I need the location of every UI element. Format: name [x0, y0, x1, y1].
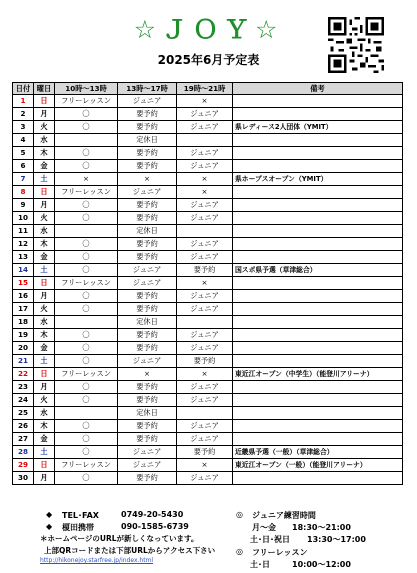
note-cell: 東近江オープン（中学生）（能登川アリーナ）	[233, 368, 403, 381]
afternoon-cell: 要予約	[118, 160, 177, 173]
morning-cell: 〇	[55, 147, 118, 160]
table-row	[13, 238, 403, 251]
date-cell: 6	[13, 160, 34, 173]
note-cell	[233, 147, 403, 160]
evening-cell: ジュニア	[177, 251, 233, 264]
date-cell: 25	[13, 407, 34, 420]
homepage-link[interactable]: http://hikonejoy.starfree.jp/index.html	[40, 557, 154, 564]
weekday-cell: 月	[34, 381, 55, 394]
date-cell: 15	[13, 277, 34, 290]
note-cell: 東近江オープン（一般）（能登川アリーナ）	[233, 459, 403, 472]
morning-cell: 〇	[55, 264, 118, 277]
afternoon-cell: 要予約	[118, 303, 177, 316]
evening-cell: ×	[177, 95, 233, 108]
table-row	[13, 173, 403, 186]
weekday-cell: 火	[34, 212, 55, 225]
table-row	[13, 121, 403, 134]
table-row	[13, 342, 403, 355]
afternoon-cell: 定休日	[118, 134, 177, 147]
weekday-cell: 水	[34, 134, 55, 147]
table-row	[13, 381, 403, 394]
qr-code-icon	[328, 17, 384, 73]
morning-cell: フリーレッスン	[55, 277, 118, 290]
note-cell	[233, 277, 403, 290]
morning-cell	[55, 134, 118, 147]
date-cell: 2	[13, 108, 34, 121]
date-cell: 21	[13, 355, 34, 368]
note-cell	[233, 212, 403, 225]
evening-cell: ジュニア	[177, 342, 233, 355]
evening-cell: 要予約	[177, 446, 233, 459]
column-header-morning: 10時～13時	[55, 83, 118, 95]
weekday-cell: 金	[34, 160, 55, 173]
date-cell: 10	[13, 212, 34, 225]
schedule-body	[13, 95, 403, 485]
evening-cell: ジュニア	[177, 381, 233, 394]
note-cell	[233, 420, 403, 433]
free-lesson-title: フリーレッスン	[252, 548, 308, 557]
column-header-afternoon: 13時～17時	[118, 83, 177, 95]
date-cell: 26	[13, 420, 34, 433]
note-cell	[233, 290, 403, 303]
table-row	[13, 95, 403, 108]
evening-cell: ジュニア	[177, 212, 233, 225]
afternoon-cell: 要予約	[118, 147, 177, 160]
weekday-cell: 金	[34, 433, 55, 446]
date-cell: 3	[13, 121, 34, 134]
date-cell: 17	[13, 303, 34, 316]
date-cell: 4	[13, 134, 34, 147]
evening-cell: ジュニア	[177, 420, 233, 433]
date-cell: 14	[13, 264, 34, 277]
free-lesson-time: 10:00～12:00	[292, 560, 351, 569]
tel-value: 0749-20-5430	[121, 510, 184, 519]
weekday-cell: 日	[34, 459, 55, 472]
weekday-cell: 火	[34, 121, 55, 134]
afternoon-cell: 要予約	[118, 121, 177, 134]
afternoon-cell: 要予約	[118, 108, 177, 121]
evening-cell: ジュニア	[177, 147, 233, 160]
afternoon-cell: 要予約	[118, 238, 177, 251]
weekday-cell: 木	[34, 238, 55, 251]
afternoon-cell: ジュニア	[118, 459, 177, 472]
note-cell	[233, 108, 403, 121]
table-row	[13, 420, 403, 433]
evening-cell: ×	[177, 368, 233, 381]
table-row	[13, 472, 403, 485]
note-cell	[233, 342, 403, 355]
date-cell: 18	[13, 316, 34, 329]
weekday-cell: 土	[34, 173, 55, 186]
afternoon-cell: 要予約	[118, 251, 177, 264]
footer-bullet: ◆	[46, 522, 53, 531]
junior-weekend-time: 13:30～17:00	[307, 535, 366, 544]
date-cell: 23	[13, 381, 34, 394]
morning-cell: 〇	[55, 472, 118, 485]
note-cell	[233, 186, 403, 199]
table-row	[13, 264, 403, 277]
morning-cell: フリーレッスン	[55, 368, 118, 381]
table-row	[13, 459, 403, 472]
note-cell: 県レディース2人団体（YMIT）	[233, 121, 403, 134]
table-row	[13, 277, 403, 290]
weekday-cell: 火	[34, 394, 55, 407]
table-row	[13, 186, 403, 199]
note-cell	[233, 95, 403, 108]
morning-cell: 〇	[55, 420, 118, 433]
morning-cell: フリーレッスン	[55, 459, 118, 472]
afternoon-cell: 要予約	[118, 290, 177, 303]
note-cell	[233, 394, 403, 407]
evening-cell: ジュニア	[177, 108, 233, 121]
column-header-date: 日付	[13, 83, 34, 95]
afternoon-cell: 要予約	[118, 394, 177, 407]
afternoon-cell: ジュニア	[118, 186, 177, 199]
brand-title: ☆ＪＯＹ☆	[133, 15, 284, 44]
afternoon-cell: 定休日	[118, 225, 177, 238]
weekday-cell: 土	[34, 264, 55, 277]
table-row	[13, 147, 403, 160]
afternoon-cell: 要予約	[118, 342, 177, 355]
table-row	[13, 160, 403, 173]
note-cell	[233, 251, 403, 264]
evening-cell: ジュニア	[177, 329, 233, 342]
table-row	[13, 108, 403, 121]
table-row	[13, 212, 403, 225]
weekday-cell: 木	[34, 147, 55, 160]
morning-cell: 〇	[55, 199, 118, 212]
free-lesson-days: 土･日	[250, 560, 270, 569]
note-cell	[233, 329, 403, 342]
morning-cell: 〇	[55, 121, 118, 134]
weekday-cell: 日	[34, 186, 55, 199]
table-row	[13, 251, 403, 264]
weekday-cell: 土	[34, 446, 55, 459]
table-row	[13, 290, 403, 303]
date-cell: 8	[13, 186, 34, 199]
table-row	[13, 199, 403, 212]
junior-weekday-time: 18:30～21:00	[292, 523, 351, 532]
date-cell: 28	[13, 446, 34, 459]
column-header-notes: 備考	[233, 83, 403, 95]
weekday-cell: 火	[34, 303, 55, 316]
weekday-cell: 水	[34, 316, 55, 329]
date-cell: 5	[13, 147, 34, 160]
date-cell: 7	[13, 173, 34, 186]
weekday-cell: 金	[34, 251, 55, 264]
note-cell: 国スポ県予選（草津総合）	[233, 264, 403, 277]
note-cell	[233, 433, 403, 446]
morning-cell: フリーレッスン	[55, 95, 118, 108]
afternoon-cell: 要予約	[118, 433, 177, 446]
note-cell	[233, 472, 403, 485]
date-cell: 11	[13, 225, 34, 238]
junior-weekend-days: 土･日･祝日	[250, 535, 290, 544]
weekday-cell: 日	[34, 277, 55, 290]
note-cell: 近畿県予選（一般）（草津総合）	[233, 446, 403, 459]
evening-cell: ×	[177, 186, 233, 199]
morning-cell: 〇	[55, 394, 118, 407]
date-cell: 20	[13, 342, 34, 355]
table-row	[13, 225, 403, 238]
weekday-cell: 月	[34, 290, 55, 303]
afternoon-cell: 定休日	[118, 407, 177, 420]
date-cell: 24	[13, 394, 34, 407]
morning-cell: 〇	[55, 238, 118, 251]
evening-cell: ジュニア	[177, 199, 233, 212]
note-cell	[233, 355, 403, 368]
evening-cell: ジュニア	[177, 472, 233, 485]
date-cell: 13	[13, 251, 34, 264]
evening-cell	[177, 134, 233, 147]
evening-cell: 要予約	[177, 264, 233, 277]
table-row	[13, 303, 403, 316]
evening-cell	[177, 407, 233, 420]
note-cell	[233, 316, 403, 329]
weekday-cell: 土	[34, 355, 55, 368]
notice-access: 上部QRコードまたは下部URLからアクセス下さい	[44, 546, 216, 555]
weekday-cell: 水	[34, 225, 55, 238]
afternoon-cell: ジュニア	[118, 95, 177, 108]
morning-cell	[55, 225, 118, 238]
mobile-value: 090-1585-6739	[121, 522, 189, 531]
morning-cell: 〇	[55, 381, 118, 394]
table-row	[13, 316, 403, 329]
morning-cell: 〇	[55, 212, 118, 225]
afternoon-cell: 要予約	[118, 420, 177, 433]
table-row	[13, 394, 403, 407]
column-header-evening: 19時～21時	[177, 83, 233, 95]
afternoon-cell: ジュニア	[118, 446, 177, 459]
mobile-label: 榎田携帯	[62, 523, 94, 532]
column-header-weekday: 曜日	[34, 83, 55, 95]
free-mark: ◎	[236, 547, 243, 556]
date-cell: 27	[13, 433, 34, 446]
note-cell	[233, 225, 403, 238]
afternoon-cell: 要予約	[118, 212, 177, 225]
schedule-table	[12, 82, 403, 485]
afternoon-cell: 定休日	[118, 316, 177, 329]
note-cell	[233, 160, 403, 173]
note-cell	[233, 134, 403, 147]
weekday-cell: 月	[34, 108, 55, 121]
date-cell: 19	[13, 329, 34, 342]
date-cell: 12	[13, 238, 34, 251]
morning-cell: フリーレッスン	[55, 186, 118, 199]
weekday-cell: 水	[34, 407, 55, 420]
afternoon-cell: ×	[118, 173, 177, 186]
junior-practice-title: ジュニア練習時間	[252, 511, 316, 520]
afternoon-cell: ジュニア	[118, 277, 177, 290]
table-row	[13, 355, 403, 368]
morning-cell: 〇	[55, 290, 118, 303]
afternoon-cell: ジュニア	[118, 355, 177, 368]
tel-label: TEL･FAX	[62, 511, 99, 520]
afternoon-cell: 要予約	[118, 381, 177, 394]
evening-cell: ×	[177, 173, 233, 186]
morning-cell: 〇	[55, 433, 118, 446]
junior-mark: ◎	[236, 510, 243, 519]
morning-cell: 〇	[55, 303, 118, 316]
weekday-cell: 木	[34, 420, 55, 433]
table-row	[13, 329, 403, 342]
table-row	[13, 433, 403, 446]
note-cell: 県ホープスオープン（YMIT）	[233, 173, 403, 186]
note-cell	[233, 199, 403, 212]
table-row	[13, 446, 403, 459]
afternoon-cell: ×	[118, 368, 177, 381]
morning-cell: ×	[55, 173, 118, 186]
weekday-cell: 月	[34, 199, 55, 212]
evening-cell: ジュニア	[177, 433, 233, 446]
footer-bullet: ◆	[46, 510, 53, 519]
note-cell	[233, 238, 403, 251]
evening-cell: ×	[177, 277, 233, 290]
morning-cell: 〇	[55, 342, 118, 355]
date-cell: 29	[13, 459, 34, 472]
morning-cell: 〇	[55, 355, 118, 368]
date-cell: 16	[13, 290, 34, 303]
evening-cell: ×	[177, 459, 233, 472]
morning-cell: 〇	[55, 108, 118, 121]
evening-cell: ジュニア	[177, 238, 233, 251]
afternoon-cell: 要予約	[118, 329, 177, 342]
table-row	[13, 407, 403, 420]
morning-cell	[55, 407, 118, 420]
date-cell: 1	[13, 95, 34, 108]
table-row	[13, 368, 403, 381]
notice-new-url: ＊ホームページのURLが新しくなっています。	[40, 534, 199, 543]
morning-cell: 〇	[55, 446, 118, 459]
evening-cell: ジュニア	[177, 121, 233, 134]
note-cell	[233, 381, 403, 394]
junior-weekday-days: 月～金	[252, 523, 276, 532]
note-cell	[233, 303, 403, 316]
date-cell: 30	[13, 472, 34, 485]
evening-cell: ジュニア	[177, 160, 233, 173]
weekday-cell: 金	[34, 342, 55, 355]
date-cell: 9	[13, 199, 34, 212]
evening-cell: 要予約	[177, 355, 233, 368]
weekday-cell: 日	[34, 368, 55, 381]
evening-cell	[177, 316, 233, 329]
afternoon-cell: 要予約	[118, 199, 177, 212]
afternoon-cell: 要予約	[118, 472, 177, 485]
morning-cell	[55, 316, 118, 329]
evening-cell: ジュニア	[177, 290, 233, 303]
weekday-cell: 日	[34, 95, 55, 108]
date-cell: 22	[13, 368, 34, 381]
weekday-cell: 月	[34, 472, 55, 485]
morning-cell: 〇	[55, 329, 118, 342]
morning-cell: 〇	[55, 160, 118, 173]
note-cell	[233, 407, 403, 420]
evening-cell: ジュニア	[177, 394, 233, 407]
evening-cell	[177, 225, 233, 238]
afternoon-cell: ジュニア	[118, 264, 177, 277]
table-header-row	[13, 83, 403, 95]
schedule-title: 2025年6月予定表	[157, 53, 260, 67]
morning-cell: 〇	[55, 251, 118, 264]
table-row	[13, 134, 403, 147]
weekday-cell: 木	[34, 329, 55, 342]
evening-cell: ジュニア	[177, 303, 233, 316]
